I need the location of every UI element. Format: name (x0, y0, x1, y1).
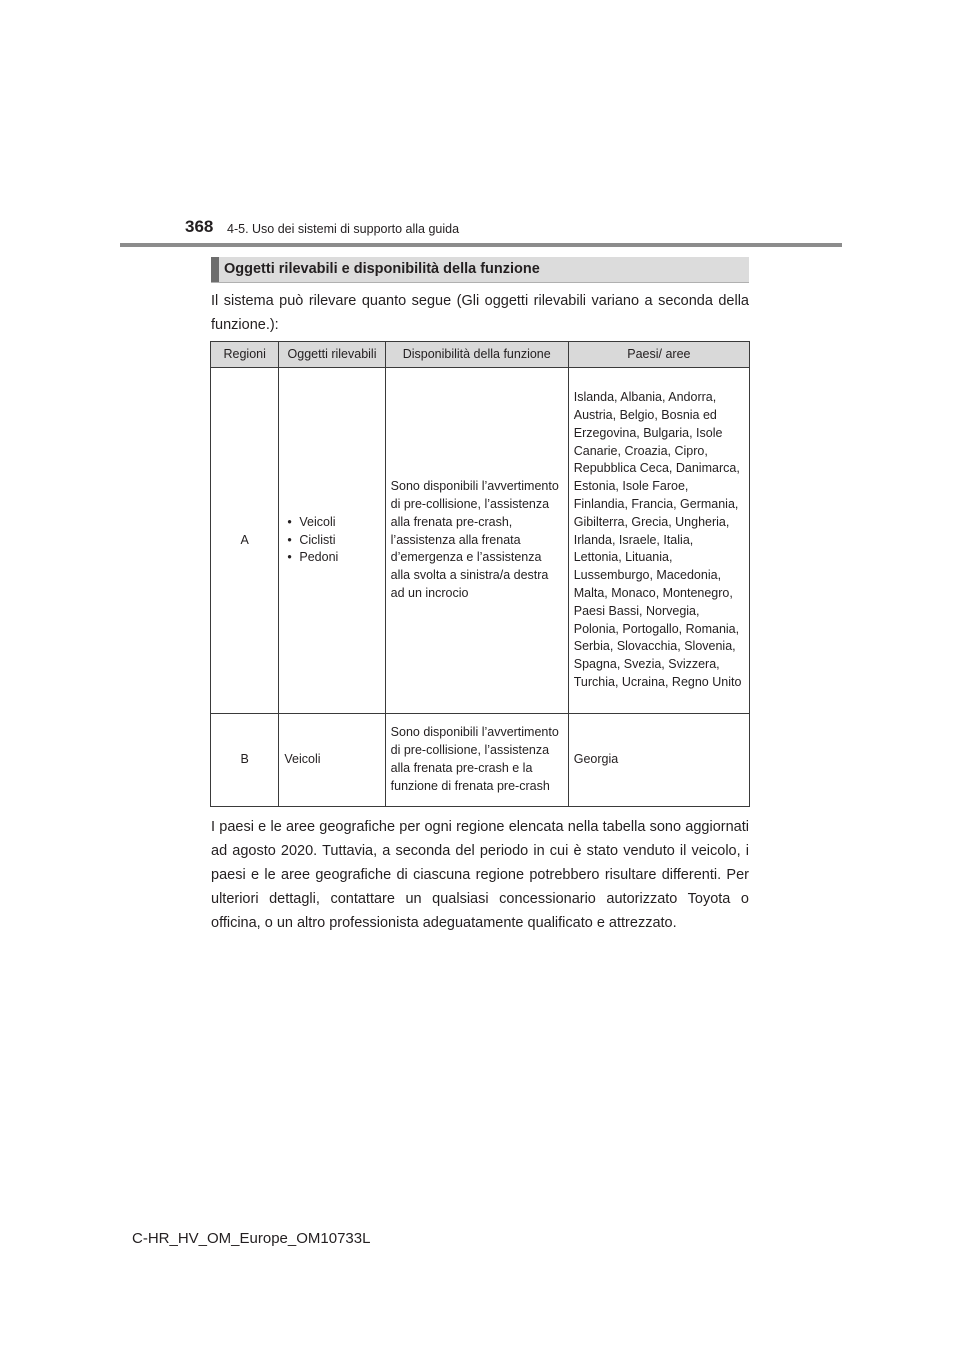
header-disponibilita: Disponibilità della funzione (385, 342, 568, 368)
table-row (211, 714, 750, 807)
header-paesi: Paesi/ aree (568, 342, 749, 368)
section-heading (211, 257, 749, 283)
table-row (211, 368, 750, 714)
regions-table (210, 341, 750, 807)
table-header-row (211, 342, 750, 368)
running-header: 4-5. Uso dei sistemi di supporto alla guida (227, 222, 460, 236)
header-rule (120, 243, 842, 247)
intro-paragraph: Il sistema può rilevare quanto segue (Gli oggetti rilevabili variano a seconda della funzione.): (211, 293, 749, 333)
availability-cell: Sono disponibili l’avvertimento di pre-collisione, l’assistenza alla frenata pre-crash e la funzione di frenata pre-crash (385, 714, 568, 807)
countries-cell: Georgia (568, 714, 749, 807)
objects-cell: Veicoli (279, 714, 385, 807)
objects-cell (279, 368, 385, 714)
list-item: • Veicoli (284, 514, 379, 532)
objects-list (284, 514, 379, 567)
page-number: 368 (185, 217, 214, 236)
header-regioni: Regioni (211, 342, 279, 368)
list-item: • Ciclisti (284, 532, 379, 550)
section-heading-title: Oggetti rilevabili e disponibilità della funzione (224, 261, 540, 277)
countries-cell: Islanda, Albania, Andorra, Austria, Belgio, Bosnia ed Erzegovina, Bulgaria, Isole Canarie, Croazia, Cipro, Repubblica Ceca, Danimarca, Estonia, Isole Faroe, Finlandia, Francia, Germania, Gibilterra, Grecia, Ungheria, Irlanda, Israele, Italia, Lettonia, Lituania, Lussemburgo, Macedonia, Malta, Monaco, Montenegro, Paesi Bassi, Norvegia, Polonia, Portogallo, Romania, Serbia, Slovacchia, Slovenia, Spagna, Svezia, Svizzera, Turchia, Ucraina, Regno Unito (568, 368, 749, 714)
section-heading-bar (211, 257, 219, 282)
list-item: • Pedoni (284, 549, 379, 567)
header-oggetti: Oggetti rilevabili (279, 342, 385, 368)
note-paragraph: I paesi e le aree geografiche per ogni regione elencata nella tabella sono aggiornati ad agosto 2020. Tuttavia, a seconda del periodo in cui è stato venduto il veicolo, i paesi e le aree geografiche di ciascuna regione potrebbero risultare differenti. Per ulteriori dettagli, contattare un qualsiasi concessionario autorizzato Toyota o officina, o un altro professionista adeguatamente qualificato e attrezzato. (211, 819, 749, 931)
footer-manual-code: C-HR_HV_OM_Europe_OM10733L (132, 1230, 371, 1247)
region-cell: A (211, 368, 279, 714)
region-cell: B (211, 714, 279, 807)
availability-cell: Sono disponibili l’avvertimento di pre-collisione, l’assistenza alla frenata pre-crash, l’assistenza alla frenata d’emergenza e l’assistenza alla svolta a sinistra/a destra ad un incrocio (385, 368, 568, 714)
